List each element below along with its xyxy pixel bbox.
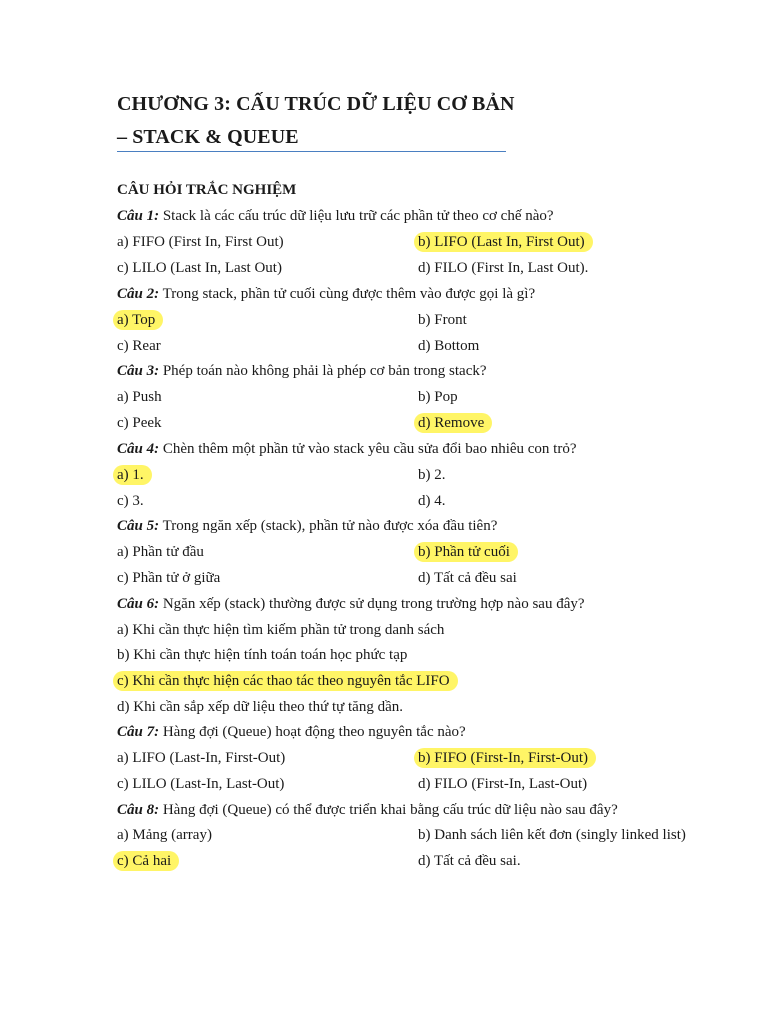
- q5-option-a: a) Phần tử đầu: [117, 544, 204, 560]
- question-7-label: Câu 7:: [117, 724, 160, 740]
- q1-option-b-highlight: b) LIFO (Last In, First Out): [414, 232, 593, 252]
- q2-option-a: [117, 310, 163, 330]
- question-8-label: Câu 8:: [117, 802, 160, 818]
- q1-option-a: a) FIFO (First In, First Out): [117, 234, 284, 250]
- question-7-text: Hàng đợi (Queue) hoạt động theo nguyên tắc nào?: [159, 724, 466, 740]
- q3-option-b: b) Pop: [418, 389, 458, 405]
- q8-option-c-highlight: c) Cả hai: [113, 851, 179, 871]
- q5-option-c: c) Phần tử ở giữa: [117, 570, 221, 586]
- q3-option-d: [418, 413, 492, 433]
- section-heading: CÂU HỎI TRẮC NGHIỆM: [117, 182, 297, 198]
- q4-option-c: c) 3.: [117, 493, 144, 509]
- q2-option-a-highlight: a) Top: [113, 310, 163, 330]
- chapter-title-line-2: – STACK & QUEUE: [117, 126, 299, 148]
- q3-option-c: c) Peek: [117, 415, 162, 431]
- question-7: [117, 722, 466, 742]
- chapter-title-line-1: CHƯƠNG 3: CẤU TRÚC DỮ LIỆU CƠ BẢN: [117, 93, 515, 115]
- question-8-text: Hàng đợi (Queue) có thể được triển khai bằng cấu trúc dữ liệu nào sau đây?: [159, 802, 618, 818]
- q1-option-d: d) FILO (First In, Last Out).: [418, 260, 589, 276]
- q4-option-d: d) 4.: [418, 493, 446, 509]
- q5-option-d: d) Tất cả đều sai: [418, 570, 517, 586]
- q6-option-c: [117, 671, 458, 691]
- question-4-text: Chèn thêm một phần tử vào stack yêu cầu sửa đổi bao nhiêu con trỏ?: [159, 441, 577, 457]
- q6-option-d: d) Khi cần sắp xếp dữ liệu theo thứ tự tăng dần.: [117, 699, 403, 715]
- question-8: [117, 800, 618, 820]
- q7-option-b: [418, 748, 596, 768]
- question-1-label: Câu 1:: [117, 208, 160, 224]
- question-2-label: Câu 2:: [117, 286, 160, 302]
- q1-option-b: [418, 232, 593, 252]
- q4-option-a: [117, 465, 152, 485]
- question-6-text: Ngăn xếp (stack) thường được sử dụng trong trường hợp nào sau đây?: [159, 596, 585, 612]
- q8-option-c: [117, 851, 179, 871]
- q5-option-b: [418, 542, 518, 562]
- question-3-label: Câu 3:: [117, 363, 160, 379]
- question-2: [117, 284, 535, 304]
- q2-option-d: d) Bottom: [418, 338, 480, 354]
- q3-option-a: a) Push: [117, 389, 162, 405]
- q7-option-b-highlight: b) FIFO (First-In, First-Out): [414, 748, 596, 768]
- q4-option-a-highlight: a) 1.: [113, 465, 152, 485]
- q7-option-c: c) LILO (Last-In, Last-Out): [117, 776, 285, 792]
- q1-option-c: c) LILO (Last In, Last Out): [117, 260, 282, 276]
- question-5-label: Câu 5:: [117, 518, 160, 534]
- question-3-text: Phép toán nào không phải là phép cơ bản trong stack?: [159, 363, 487, 379]
- q8-option-b: b) Danh sách liên kết đơn (singly linked list): [418, 827, 686, 843]
- question-6-label: Câu 6:: [117, 596, 160, 612]
- q8-option-d: d) Tất cả đều sai.: [418, 853, 521, 869]
- q5-option-b-highlight: b) Phần tử cuối: [414, 542, 518, 562]
- q6-option-b: b) Khi cần thực hiện tính toán toán học phức tạp: [117, 647, 408, 663]
- chapter-title: [117, 88, 515, 154]
- q7-option-a: a) LIFO (Last-In, First-Out): [117, 750, 286, 766]
- q4-option-b: b) 2.: [418, 467, 446, 483]
- question-4-label: Câu 4:: [117, 441, 160, 457]
- question-1-text: Stack là các cấu trúc dữ liệu lưu trữ các phần tử theo cơ chế nào?: [159, 208, 554, 224]
- question-4: [117, 439, 577, 459]
- q6-option-a: a) Khi cần thực hiện tìm kiếm phần tử trong danh sách: [117, 622, 445, 638]
- question-5-text: Trong ngăn xếp (stack), phần tử nào được xóa đầu tiên?: [159, 518, 498, 534]
- q8-option-a: a) Mảng (array): [117, 827, 212, 843]
- q2-option-b: b) Front: [418, 312, 467, 328]
- q2-option-c: c) Rear: [117, 338, 161, 354]
- question-6: [117, 594, 585, 614]
- q6-option-c-highlight: c) Khi cần thực hiện các thao tác theo nguyên tắc LIFO: [113, 671, 458, 691]
- question-5: [117, 516, 497, 536]
- question-2-text: Trong stack, phần tử cuối cùng được thêm vào được gọi là gì?: [159, 286, 536, 302]
- q3-option-d-highlight: d) Remove: [414, 413, 492, 433]
- question-3: [117, 361, 487, 381]
- question-1: [117, 206, 554, 226]
- q7-option-d: d) FILO (First-In, Last-Out): [418, 776, 588, 792]
- title-underline: [117, 151, 506, 152]
